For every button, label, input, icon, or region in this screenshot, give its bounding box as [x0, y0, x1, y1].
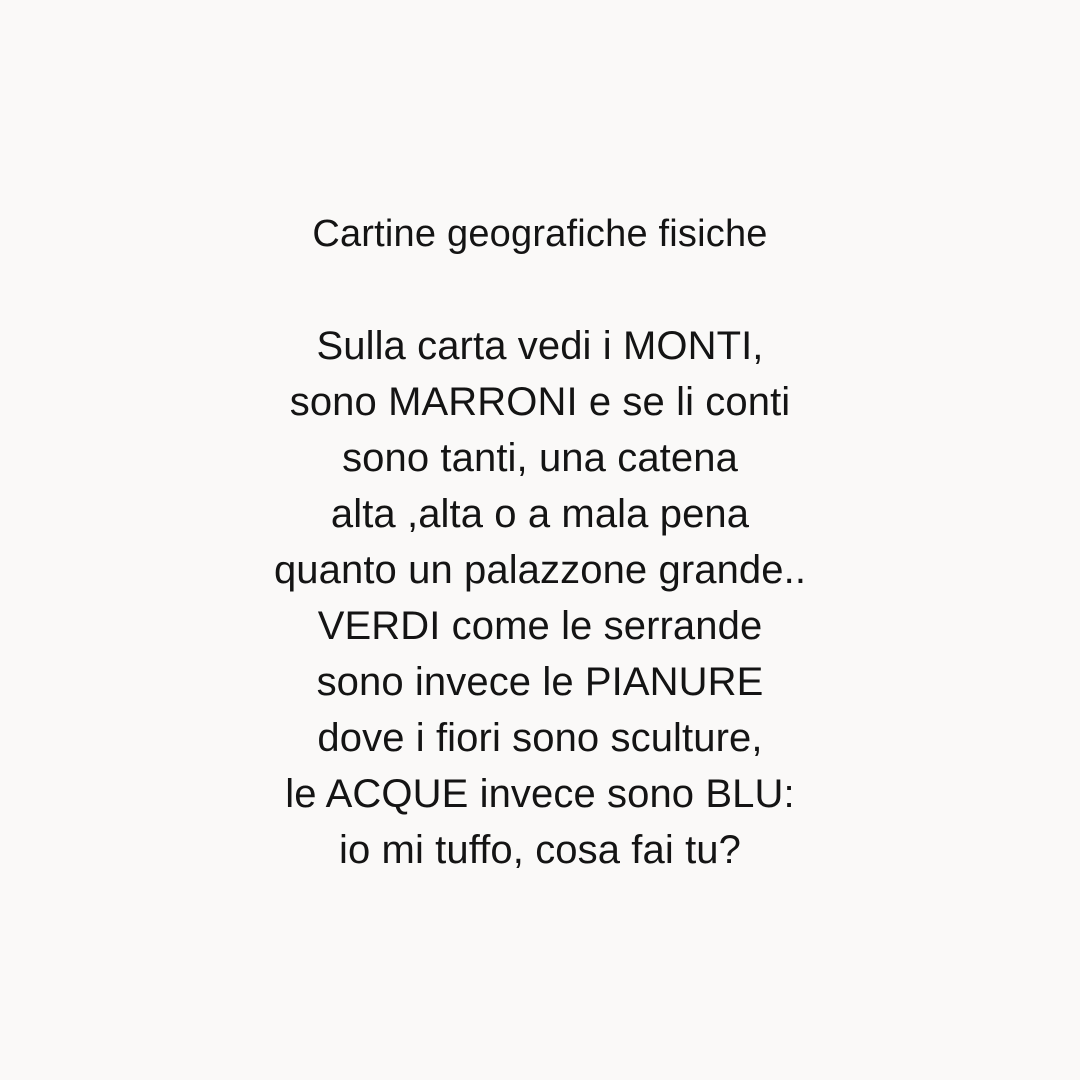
poem-line-6: VERDI come le serrande: [317, 604, 763, 648]
poem-line-2: sono MARRONI e se li conti: [289, 380, 791, 424]
poem-line-8: dove i fiori sono sculture,: [317, 716, 763, 760]
poem-line-10: io mi tuffo, cosa fai tu?: [339, 828, 741, 872]
poem-title: Cartine geografiche fisiche: [312, 213, 768, 255]
poem-line-7: sono invece le PIANURE: [316, 660, 764, 704]
poem-line-3: sono tanti, una catena: [342, 436, 738, 480]
poem-line-1: Sulla carta vedi i MONTI,: [316, 324, 764, 368]
poem-line-9: le ACQUE invece sono BLU:: [285, 772, 795, 816]
poem-line-4: alta ,alta o a mala pena: [330, 492, 750, 536]
poem-line-5: quanto un palazzone grande..: [273, 548, 807, 592]
poem-blank-line: [0, 262, 1080, 318]
